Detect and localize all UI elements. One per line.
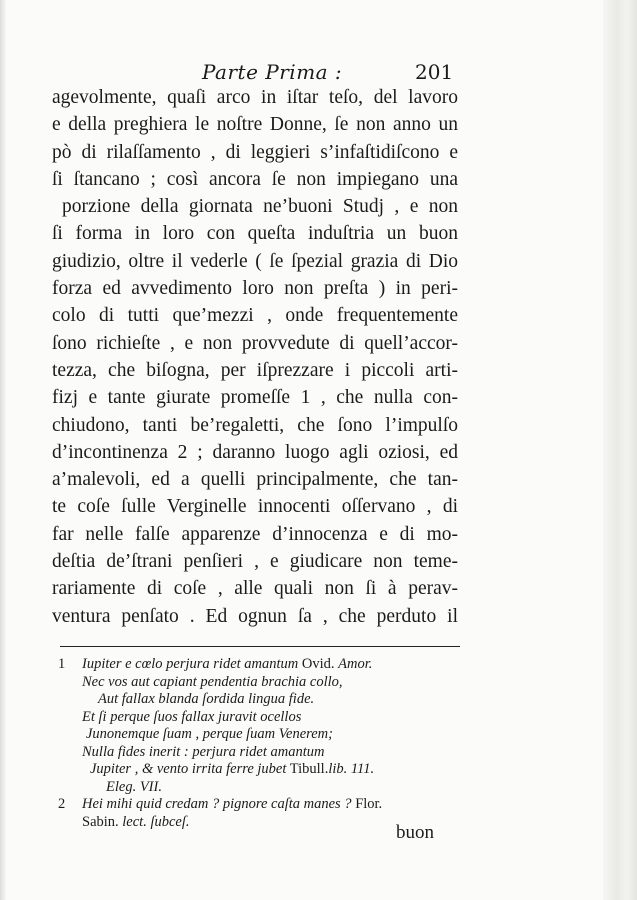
- body-line: tezza, che biſogna, per iſprezzare i piccoli arti-: [52, 359, 458, 381]
- footnote-number: 2: [58, 796, 66, 812]
- footnote-divider: [60, 646, 460, 647]
- footnote-1-line: [58, 761, 468, 779]
- body-text: [52, 84, 458, 630]
- body-line: ventura penſato . Ed ognun ſa , che perduto il: [52, 605, 458, 627]
- footnote-reference: lect. ſubceſ.: [122, 813, 190, 830]
- footnote-verse: Jupiter , & vento irrita ferre jubet: [90, 761, 287, 777]
- body-line: a’malevoli, ed a quelli principalmente, che tan-: [52, 469, 458, 491]
- running-head: Parte Prima :: [202, 60, 343, 84]
- body-line: colo di tutti que’mezzi , onde frequentemente: [52, 305, 458, 327]
- footnote-verse: Junonemque ſuam , perque ſuam Venerem;: [86, 726, 333, 742]
- body-line: fizj e tante giurate promeſſe 1 , che nulla con-: [52, 387, 458, 409]
- footnote-verse: Et ſi perque ſuos fallax juravit ocellos: [82, 708, 302, 725]
- footnote-reference: Eleg. VII.: [106, 778, 162, 795]
- body-line: deſtia de’ſtrani penſieri , e giudicare non teme-: [52, 551, 458, 573]
- body-line: giudizio, oltre il vederle ( ſe ſpezial grazia di Dio: [52, 250, 458, 272]
- footnote-author: Sabin.: [82, 813, 119, 830]
- catchword: buon: [396, 822, 434, 843]
- body-line: forza ed avvedimento loro non preſta ) in peri-: [52, 278, 458, 300]
- body-line: te coſe ſulle Verginelle innocenti oſſervano , di: [52, 496, 458, 518]
- body-line: ſi ſtancano ; così ancora ſe non impiegano una: [52, 168, 458, 190]
- body-line: pò di rilaſſamento , di leggieri s’infaſtidiſcono e: [52, 141, 458, 163]
- footnote-reference: Amor.: [338, 656, 373, 672]
- page-number: 201: [415, 60, 454, 84]
- body-line: far nelle falſe apparenze d’innocenza e di mo-: [52, 523, 458, 545]
- footnote-verse: Nec vos aut capiant pendentia brachia collo,: [82, 673, 343, 690]
- page-gutter-shadow: [0, 0, 6, 900]
- footnote-verse: Aut fallax blanda ſordida lingua fide.: [98, 691, 315, 707]
- footnote-1-line: [58, 656, 468, 674]
- footnote-author: Flor.: [355, 796, 383, 812]
- page-edge-shadow: [603, 0, 637, 900]
- body-line: chiudono, tanti be’regaletti, che ſono l’impulſo: [52, 414, 458, 436]
- footnote-verse: Hei mihi quid credam ? pignore caſta manes ?: [82, 796, 352, 812]
- footnote-verse: Nulla fides inerit : perjura ridet amantum: [82, 743, 325, 760]
- footnote-author: Tibull.: [289, 761, 329, 777]
- footnote-author: Ovid.: [301, 656, 335, 672]
- body-line: rariamente di coſe , alle quali non ſi à perav-: [52, 578, 458, 600]
- footnotes: [58, 656, 468, 831]
- footnote-reference: lib. 111.: [328, 761, 375, 777]
- body-line: agevolmente, quaſi arco in iſtar teſo, del lavoro: [52, 87, 458, 108]
- body-line: e della preghiera le noſtre Donne, ſe non anno un: [52, 114, 458, 136]
- footnote-verse: Iupiter e cœlo perjura ridet amantum: [82, 656, 299, 672]
- footnote-2-line: [58, 796, 468, 814]
- footnote-number: 1: [58, 656, 66, 672]
- body-line: ſi forma in loro con queſta induſtria un buon: [52, 223, 458, 245]
- body-line: ſono richieſte , e non provvedute di quell’accor-: [52, 332, 458, 354]
- body-line: d’incontinenza 2 ; daranno luogo agli oziosi, ed: [52, 441, 458, 463]
- body-line: porzione della giornata ne’buoni Studj , e non: [62, 196, 458, 218]
